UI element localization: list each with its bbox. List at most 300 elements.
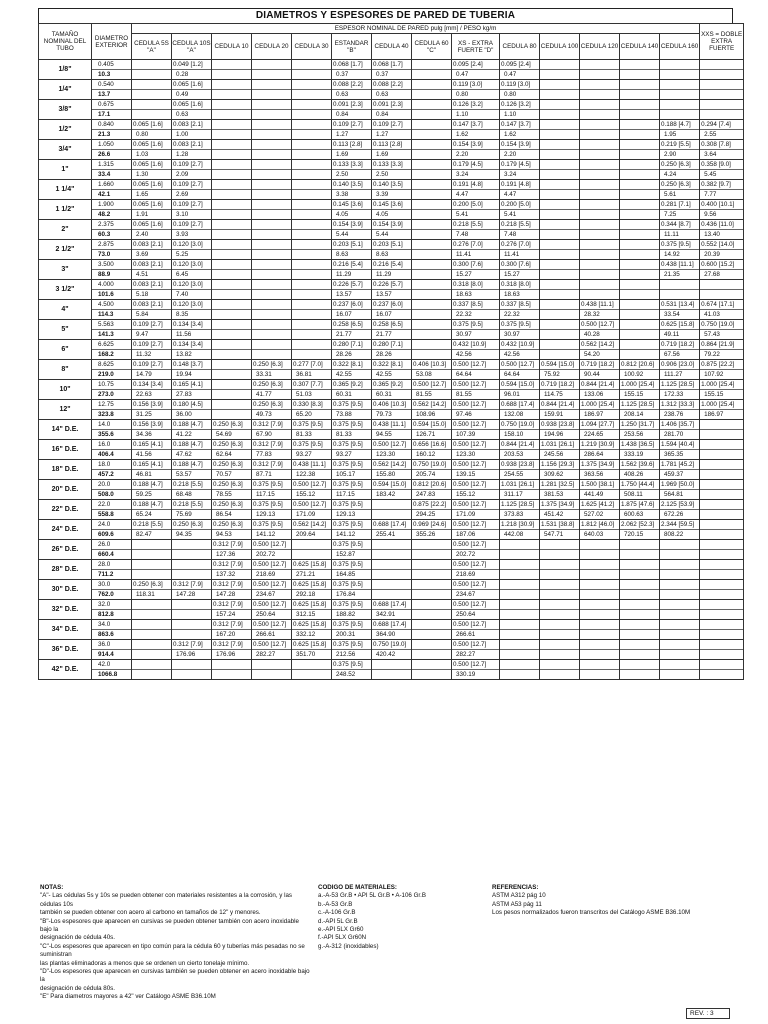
schedule-cell xyxy=(372,80,412,100)
wall-thickness: 0.113 [2.8] xyxy=(373,141,403,148)
schedule-cell xyxy=(540,160,580,180)
wall-thickness xyxy=(172,600,211,609)
schedule-cell xyxy=(132,560,172,580)
outer-diameter-cell xyxy=(92,340,132,360)
schedule-cell xyxy=(292,540,332,560)
weight-per-meter: 155.12 xyxy=(452,489,499,499)
od-inches: 1.315 xyxy=(98,161,114,168)
weight-per-meter: 20.39 xyxy=(700,249,743,259)
weight-per-meter xyxy=(252,249,291,259)
schedule-cell xyxy=(212,660,252,680)
nominal-size-cell: 12" xyxy=(39,400,92,420)
schedule-cell xyxy=(212,460,252,480)
wall-thickness: 0.594 [15.0] xyxy=(501,381,535,388)
schedule-cell xyxy=(252,660,292,680)
schedule-cell xyxy=(132,460,172,480)
material-line: a.-A-53 Gr.B • API 5L Gr.B • A-106 Gr.B xyxy=(318,892,426,900)
weight-per-meter: 147.28 xyxy=(212,589,251,599)
schedule-cell xyxy=(132,240,172,260)
od-mm: 10.3 xyxy=(92,69,131,79)
schedule-cell xyxy=(212,480,252,500)
wall-thickness: 0.500 [12.7] xyxy=(453,541,487,548)
reference-line: ASTM A312 pág 10 xyxy=(492,892,546,900)
wall-thickness: 2.062 [52.3] xyxy=(621,521,655,528)
wall-thickness: 0.625 [15.8] xyxy=(293,621,327,628)
schedule-cell xyxy=(412,560,452,580)
wall-thickness: 0.154 [3.9] xyxy=(501,141,531,148)
od-mm: 168.2 xyxy=(92,349,131,359)
schedule-cell xyxy=(660,60,700,80)
wall-thickness xyxy=(132,80,171,89)
outer-diameter-cell xyxy=(92,60,132,80)
wall-thickness xyxy=(620,200,659,209)
od-mm: 711.2 xyxy=(92,569,131,579)
weight-per-meter xyxy=(620,129,659,139)
weight-per-meter: 1.28 xyxy=(172,149,211,159)
note-line: designación de cédula 80s. xyxy=(40,984,115,992)
wall-thickness: 0.250 [6.3] xyxy=(253,401,283,408)
schedule-cell xyxy=(700,280,744,300)
schedule-cell xyxy=(332,180,372,200)
weight-per-meter: 5.45 xyxy=(700,169,743,179)
wall-thickness xyxy=(292,100,331,109)
schedule-cell xyxy=(620,120,660,140)
wall-thickness: 1.000 [25.4] xyxy=(581,401,615,408)
weight-per-meter xyxy=(212,269,251,279)
wall-thickness xyxy=(292,200,331,209)
schedule-cell xyxy=(252,280,292,300)
wall-thickness xyxy=(132,60,171,69)
schedule-cell xyxy=(212,420,252,440)
references-block xyxy=(492,884,730,918)
outer-diameter-cell xyxy=(92,640,132,660)
schedule-cell xyxy=(540,240,580,260)
wall-thickness: 0.280 [7.1] xyxy=(373,341,403,348)
nominal-size-cell: 1" xyxy=(39,160,92,180)
schedule-cell xyxy=(372,580,412,600)
wall-thickness: 0.500 [12.7] xyxy=(453,441,487,448)
schedule-cell xyxy=(700,660,744,680)
wall-thickness: 0.095 [2.4] xyxy=(453,61,483,68)
wall-thickness xyxy=(412,340,451,349)
weight-per-meter: 187.06 xyxy=(452,529,499,539)
schedule-cell xyxy=(580,300,620,320)
schedule-cell xyxy=(292,220,332,240)
weight-per-meter xyxy=(252,189,291,199)
weight-per-meter xyxy=(540,249,579,259)
schedule-cell xyxy=(292,620,332,640)
weight-per-meter xyxy=(580,169,619,179)
schedule-cell xyxy=(620,580,660,600)
weight-per-meter: 186.97 xyxy=(700,409,743,419)
wall-thickness: 0.322 [8.1] xyxy=(333,361,363,368)
weight-per-meter xyxy=(620,269,659,279)
wall-thickness xyxy=(212,260,251,269)
wall-thickness: 0.088 [2.2] xyxy=(373,81,403,88)
weight-per-meter xyxy=(580,269,619,279)
wall-thickness xyxy=(580,140,619,149)
schedule-cell xyxy=(252,140,292,160)
wall-thickness xyxy=(292,240,331,249)
schedule-cell xyxy=(252,520,292,540)
weight-per-meter: 68.48 xyxy=(172,489,211,499)
wall-thickness: 0.276 [7.0] xyxy=(501,241,531,248)
schedule-cell xyxy=(412,460,452,480)
schedule-cell xyxy=(212,220,252,240)
wall-thickness: 0.375 [9.5] xyxy=(333,541,363,548)
wall-thickness xyxy=(500,620,539,629)
schedule-cell xyxy=(292,600,332,620)
weight-per-meter xyxy=(580,209,619,219)
schedule-cell xyxy=(332,380,372,400)
od-mm: 13.7 xyxy=(92,89,131,99)
nominal-size-cell: 5" xyxy=(39,320,92,340)
weight-per-meter: 202.72 xyxy=(252,549,291,559)
weight-per-meter: 75.69 xyxy=(172,509,211,519)
weight-per-meter: 22.32 xyxy=(452,309,499,319)
weight-per-meter xyxy=(620,189,659,199)
schedule-cell xyxy=(372,400,412,420)
nominal-size-cell: 1/4" xyxy=(39,80,92,100)
schedule-cell xyxy=(252,240,292,260)
schedule-cell xyxy=(580,240,620,260)
weight-per-meter xyxy=(540,569,579,579)
wall-thickness: 0.400 [10.1] xyxy=(701,201,735,208)
wall-thickness xyxy=(252,140,291,149)
schedule-cell xyxy=(660,620,700,640)
wall-thickness: 0.237 [6.0] xyxy=(333,301,363,308)
schedule-cell xyxy=(660,400,700,420)
wall-thickness xyxy=(700,440,743,449)
header-schedule: CEDULA 20 xyxy=(252,34,292,60)
weight-per-meter: 7.48 xyxy=(452,229,499,239)
wall-thickness xyxy=(620,160,659,169)
schedule-cell xyxy=(452,100,500,120)
schedule-cell xyxy=(540,420,580,440)
wall-thickness: 0.500 [12.7] xyxy=(253,541,287,548)
wall-thickness: 0.365 [9.2] xyxy=(373,381,403,388)
schedule-cell xyxy=(132,280,172,300)
schedule-cell xyxy=(500,140,540,160)
nominal-size-cell: 3 1/2" xyxy=(39,280,92,300)
wall-thickness: 0.083 [2.1] xyxy=(133,241,163,248)
schedule-cell xyxy=(132,480,172,500)
table-row xyxy=(39,420,744,440)
schedule-cell xyxy=(372,240,412,260)
outer-diameter-cell xyxy=(92,540,132,560)
wall-thickness: 0.500 [12.7] xyxy=(253,561,287,568)
wall-thickness xyxy=(292,60,331,69)
od-mm: 48.2 xyxy=(92,209,131,219)
weight-per-meter xyxy=(620,649,659,659)
schedule-cell xyxy=(172,660,212,680)
schedule-cell xyxy=(452,400,500,420)
weight-per-meter: 527.02 xyxy=(580,509,619,519)
outer-diameter-cell xyxy=(92,400,132,420)
wall-thickness: 0.200 [5.0] xyxy=(453,201,483,208)
note-line: "D"-Los espesores que aparecen en cursivas también se pueden obtener en acero inoxidable bajo la xyxy=(40,968,310,984)
outer-diameter-cell xyxy=(92,620,132,640)
schedule-cell xyxy=(292,80,332,100)
weight-per-meter xyxy=(540,209,579,219)
weight-per-meter xyxy=(372,589,411,599)
table-row xyxy=(39,160,744,180)
wall-thickness: 0.188 [4.7] xyxy=(133,501,163,508)
wall-thickness xyxy=(212,340,251,349)
schedule-cell xyxy=(172,380,212,400)
wall-thickness xyxy=(500,660,539,669)
wall-thickness: 1.438 [36.5] xyxy=(621,441,655,448)
outer-diameter-cell xyxy=(92,280,132,300)
header-schedule: CEDULA 60 "C" xyxy=(412,34,452,60)
wall-thickness: 0.250 [6.3] xyxy=(661,161,691,168)
schedule-cell xyxy=(292,460,332,480)
wall-thickness xyxy=(252,200,291,209)
weight-per-meter: 141.12 xyxy=(252,529,291,539)
weight-per-meter xyxy=(212,329,251,339)
schedule-cell xyxy=(372,360,412,380)
weight-per-meter xyxy=(660,549,699,559)
weight-per-meter: 4.24 xyxy=(660,169,699,179)
schedule-cell xyxy=(540,620,580,640)
schedule-cell xyxy=(412,360,452,380)
schedule-cell xyxy=(332,540,372,560)
weight-per-meter xyxy=(540,229,579,239)
wall-thickness: 0.438 [11.1] xyxy=(293,461,326,468)
weight-per-meter xyxy=(660,569,699,579)
weight-per-meter: 342.91 xyxy=(372,609,411,619)
weight-per-meter xyxy=(252,309,291,319)
schedule-cell xyxy=(580,380,620,400)
wall-thickness: 0.191 [4.8] xyxy=(453,181,483,188)
wall-thickness xyxy=(212,280,251,289)
header-thickness-span: ESPESOR NOMINAL DE PARED pulg [mm] / PESO kg/m xyxy=(132,24,700,34)
weight-per-meter xyxy=(132,649,171,659)
schedule-cell xyxy=(412,420,452,440)
wall-thickness: 0.500 [12.7] xyxy=(253,601,287,608)
schedule-cell xyxy=(660,280,700,300)
weight-per-meter: 254.55 xyxy=(500,469,539,479)
weight-per-meter xyxy=(412,109,451,119)
wall-thickness xyxy=(700,520,743,529)
schedule-cell xyxy=(172,500,212,520)
schedule-cell xyxy=(332,280,372,300)
od-mm: 101.6 xyxy=(92,289,131,299)
header-schedule: CEDULA 100 xyxy=(540,34,580,60)
wall-thickness xyxy=(580,560,619,569)
wall-thickness: 0.312 [7.9] xyxy=(213,621,243,628)
wall-thickness xyxy=(700,620,743,629)
nominal-size-cell: 8" xyxy=(39,360,92,380)
weight-per-meter: 46.81 xyxy=(132,469,171,479)
weight-per-meter: 253.56 xyxy=(620,429,659,439)
weight-per-meter xyxy=(412,229,451,239)
schedule-cell xyxy=(172,100,212,120)
weight-per-meter xyxy=(540,149,579,159)
weight-per-meter xyxy=(620,549,659,559)
od-inches: 32.0 xyxy=(98,601,111,608)
weight-per-meter: 408.26 xyxy=(620,469,659,479)
wall-thickness: 0.375 [9.5] xyxy=(333,481,363,488)
schedule-cell xyxy=(252,60,292,80)
weight-per-meter: 81.55 xyxy=(452,389,499,399)
wall-thickness: 0.375 [9.5] xyxy=(661,241,691,248)
schedule-cell xyxy=(700,260,744,280)
wall-thickness xyxy=(412,60,451,69)
weight-per-meter: 238.76 xyxy=(660,409,699,419)
wall-thickness: 0.065 [1.6] xyxy=(173,101,203,108)
weight-per-meter xyxy=(132,109,171,119)
schedule-cell xyxy=(452,360,500,380)
schedule-cell xyxy=(412,540,452,560)
schedule-cell xyxy=(500,60,540,80)
schedule-cell xyxy=(252,360,292,380)
wall-thickness xyxy=(252,260,291,269)
wall-thickness: 1.218 [30.9] xyxy=(501,521,535,528)
weight-per-meter xyxy=(540,309,579,319)
wall-thickness: 0.719 [18.2] xyxy=(541,381,575,388)
wall-thickness xyxy=(660,640,699,649)
schedule-cell xyxy=(132,360,172,380)
weight-per-meter xyxy=(700,629,743,639)
weight-per-meter: 42.55 xyxy=(332,369,371,379)
weight-per-meter: 59.25 xyxy=(132,489,171,499)
weight-per-meter: 164.85 xyxy=(332,569,371,579)
weight-per-meter xyxy=(372,669,411,679)
wall-thickness: 0.148 [3.7] xyxy=(173,361,203,368)
schedule-cell xyxy=(212,320,252,340)
od-mm: 355.6 xyxy=(92,429,131,439)
weight-per-meter: 127.36 xyxy=(212,549,251,559)
wall-thickness: 0.179 [4.5] xyxy=(501,161,531,168)
weight-per-meter xyxy=(412,189,451,199)
notes-heading: NOTAS: xyxy=(40,884,64,891)
schedule-cell xyxy=(500,240,540,260)
schedule-cell xyxy=(372,280,412,300)
wall-thickness xyxy=(212,120,251,129)
weight-per-meter xyxy=(212,109,251,119)
wall-thickness xyxy=(540,220,579,229)
wall-thickness: 0.750 [19.0] xyxy=(701,321,735,328)
wall-thickness: 0.126 [3.2] xyxy=(501,101,531,108)
table-row xyxy=(39,620,744,640)
weight-per-meter: 247.83 xyxy=(412,489,451,499)
weight-per-meter: 64.64 xyxy=(500,369,539,379)
schedule-cell xyxy=(372,160,412,180)
wall-thickness xyxy=(700,500,743,509)
schedule-cell xyxy=(292,440,332,460)
wall-thickness xyxy=(540,540,579,549)
schedule-cell xyxy=(372,620,412,640)
weight-per-meter xyxy=(372,549,411,559)
wall-thickness: 0.109 [2.7] xyxy=(173,201,203,208)
schedule-cell xyxy=(372,200,412,220)
schedule-cell xyxy=(252,480,292,500)
od-mm: 73.0 xyxy=(92,249,131,259)
wall-thickness: 0.126 [3.2] xyxy=(453,101,483,108)
table-row xyxy=(39,320,744,340)
outer-diameter-cell xyxy=(92,300,132,320)
wall-thickness xyxy=(412,200,451,209)
schedule-cell xyxy=(620,640,660,660)
wall-thickness xyxy=(540,300,579,309)
outer-diameter-cell xyxy=(92,80,132,100)
weight-per-meter xyxy=(132,629,171,639)
weight-per-meter: 16.07 xyxy=(372,309,411,319)
weight-per-meter xyxy=(212,409,251,419)
weight-per-meter: 3.93 xyxy=(172,229,211,239)
wall-thickness: 0.109 [2.7] xyxy=(173,181,203,188)
wall-thickness: 0.250 [6.3] xyxy=(213,521,243,528)
wall-thickness: 0.375 [9.5] xyxy=(333,441,363,448)
wall-thickness: 0.250 [6.3] xyxy=(133,581,163,588)
nominal-size-cell: 30" D.E. xyxy=(39,580,92,600)
weight-per-meter: 107.92 xyxy=(700,369,743,379)
weight-per-meter: 93.27 xyxy=(332,449,371,459)
outer-diameter-cell xyxy=(92,380,132,400)
od-inches: 3.500 xyxy=(98,261,114,268)
od-inches: 2.875 xyxy=(98,241,114,248)
wall-thickness: 0.844 [21.4] xyxy=(541,401,575,408)
wall-thickness xyxy=(580,60,619,69)
schedule-cell xyxy=(540,60,580,80)
od-inches: 42.0 xyxy=(98,661,111,668)
weight-per-meter xyxy=(620,349,659,359)
wall-thickness: 1.000 [25.4] xyxy=(701,401,735,408)
schedule-cell xyxy=(292,260,332,280)
wall-thickness xyxy=(580,120,619,129)
weight-per-meter xyxy=(620,309,659,319)
wall-thickness: 0.375 [9.5] xyxy=(333,401,363,408)
schedule-cell xyxy=(172,240,212,260)
table-row xyxy=(39,520,744,540)
weight-per-meter xyxy=(580,149,619,159)
table-row xyxy=(39,580,744,600)
schedule-cell xyxy=(172,600,212,620)
schedule-cell xyxy=(172,360,212,380)
wall-thickness: 0.294 [7.4] xyxy=(701,121,731,128)
weight-per-meter: 126.71 xyxy=(412,429,451,439)
wall-thickness: 0.250 [6.3] xyxy=(213,461,243,468)
schedule-cell xyxy=(580,260,620,280)
table-row xyxy=(39,540,744,560)
schedule-cell xyxy=(452,120,500,140)
schedule-cell xyxy=(500,100,540,120)
weight-per-meter: 118.31 xyxy=(132,589,171,599)
schedule-cell xyxy=(292,400,332,420)
weight-per-meter xyxy=(412,289,451,299)
weight-per-meter: 11.11 xyxy=(660,229,699,239)
schedule-cell xyxy=(132,400,172,420)
nominal-size-cell: 32" D.E. xyxy=(39,600,92,620)
wall-thickness: 0.180 [4.5] xyxy=(173,401,203,408)
schedule-cell xyxy=(452,320,500,340)
wall-thickness: 0.432 [10.9] xyxy=(453,341,487,348)
weight-per-meter: 640.03 xyxy=(580,529,619,539)
wall-thickness xyxy=(412,300,451,309)
weight-per-meter: 0.37 xyxy=(372,69,411,79)
table-row xyxy=(39,660,744,680)
schedule-cell xyxy=(660,520,700,540)
wall-thickness: 0.277 [7.0] xyxy=(293,361,323,368)
wall-thickness xyxy=(252,180,291,189)
schedule-cell xyxy=(452,620,500,640)
schedule-cell xyxy=(660,560,700,580)
wall-thickness xyxy=(660,620,699,629)
schedule-cell xyxy=(252,640,292,660)
weight-per-meter xyxy=(252,149,291,159)
schedule-cell xyxy=(212,360,252,380)
